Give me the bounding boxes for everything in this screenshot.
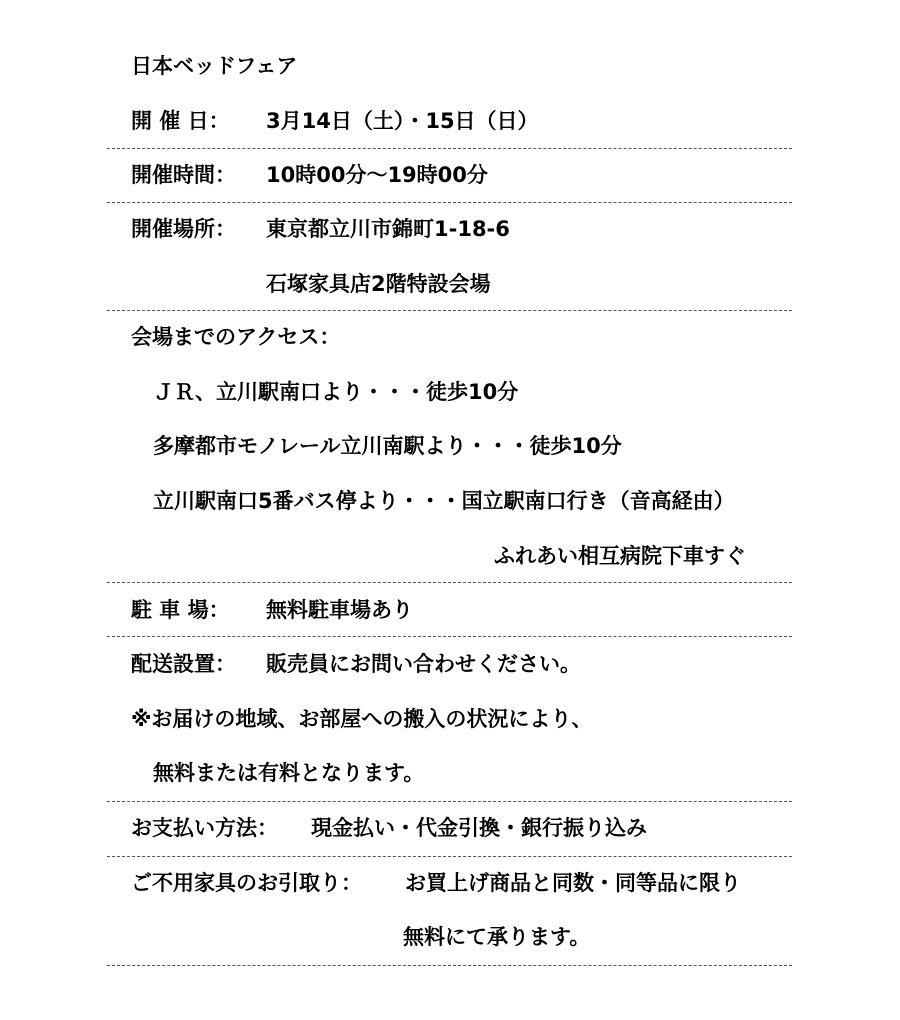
access-label: 会場までのアクセス： bbox=[131, 325, 341, 349]
delivery-label: 配送設置： bbox=[131, 652, 236, 676]
access-bus-stop: ふれあい相互病院下車すぐ bbox=[494, 544, 746, 568]
divider bbox=[107, 202, 792, 203]
divider bbox=[107, 965, 792, 966]
venue-place: 石塚家具店2階特設会場 bbox=[266, 272, 491, 296]
pickup-value-continued: 無料にて承ります。 bbox=[403, 925, 591, 949]
time-value: 10時00分～19時00分 bbox=[266, 163, 488, 187]
venue-label: 開催場所： bbox=[131, 217, 236, 241]
divider bbox=[107, 856, 792, 857]
parking-value: 無料駐車場あり bbox=[266, 598, 413, 622]
access-route: 立川駅南口5番バス停より・・・国立駅南口行き（音高経由） bbox=[153, 489, 735, 513]
venue-address: 東京都立川市錦町1-18-6 bbox=[266, 217, 510, 241]
pickup-label: ご不用家具のお引取り： bbox=[131, 871, 362, 895]
divider bbox=[107, 801, 792, 802]
parking-label: 駐 車 場： bbox=[131, 598, 230, 622]
pickup-value: お買上げ商品と同数・同等品に限り bbox=[405, 871, 741, 895]
payment-value: 現金払い・代金引換・銀行振り込み bbox=[311, 816, 647, 840]
document-title: 日本ベッドフェア bbox=[131, 54, 298, 78]
date-value: 3月14日（土）・15日（日） bbox=[266, 109, 539, 133]
delivery-note-continued: 無料または有料となります。 bbox=[153, 761, 425, 785]
date-label: 開 催 日： bbox=[131, 109, 230, 133]
divider bbox=[107, 582, 792, 583]
divider bbox=[107, 636, 792, 637]
divider bbox=[107, 148, 792, 149]
payment-label: お支払い方法： bbox=[131, 816, 278, 840]
divider bbox=[107, 310, 792, 311]
delivery-note: ※お届けの地域、お部屋への搬入の状況により、 bbox=[131, 707, 593, 731]
delivery-value: 販売員にお問い合わせください。 bbox=[266, 652, 581, 676]
time-label: 開催時間： bbox=[131, 163, 236, 187]
access-route: 多摩都市モノレール立川南駅より・・・徒歩10分 bbox=[153, 434, 622, 458]
access-route: ＪＲ、立川駅南口より・・・徒歩10分 bbox=[153, 380, 519, 404]
